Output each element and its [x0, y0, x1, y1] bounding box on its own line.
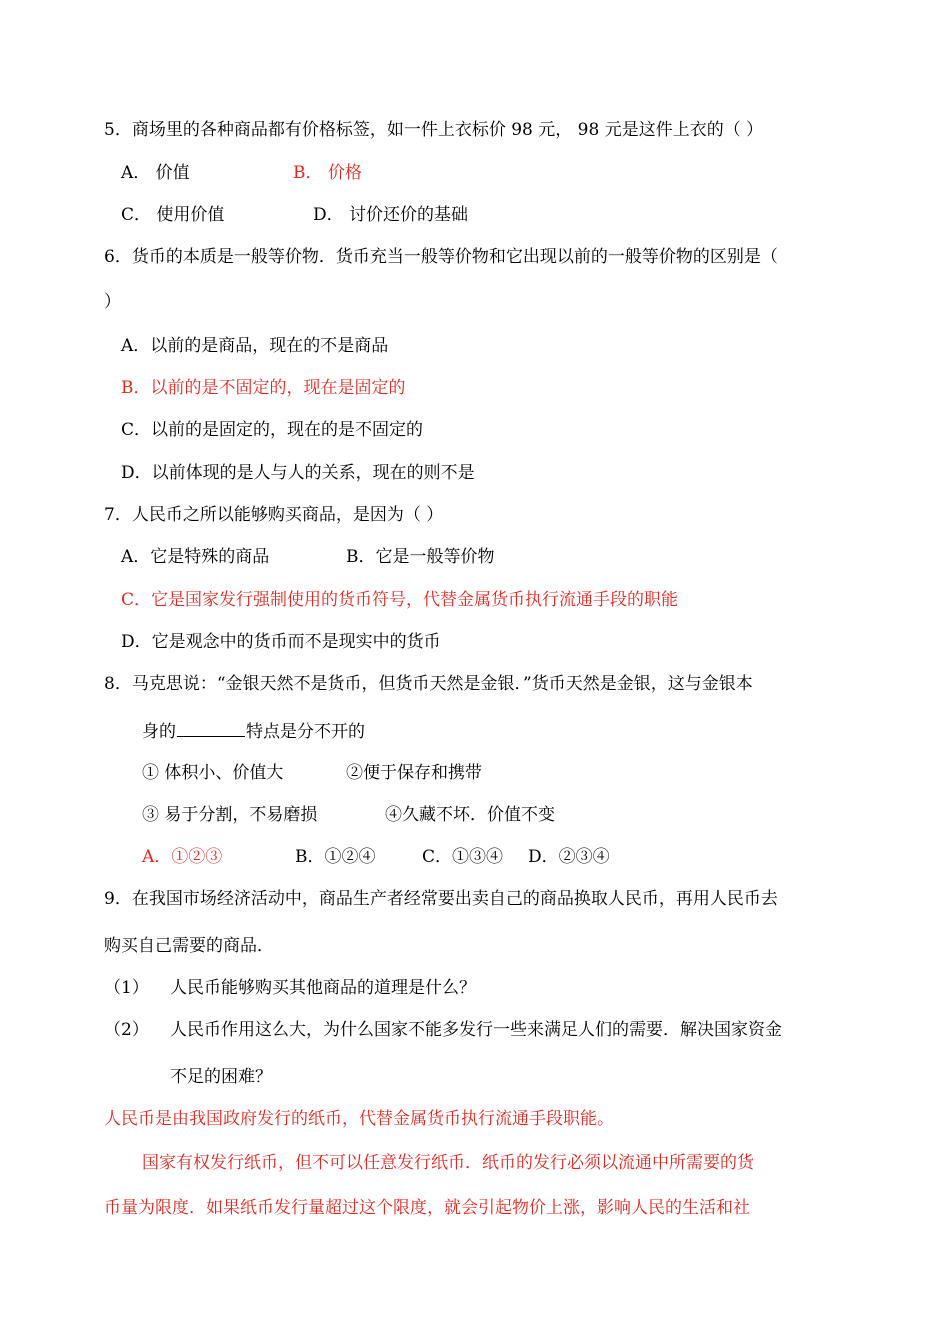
q9-stem-line2: 购买自己需要的商品．: [104, 936, 274, 956]
q8-option-d: D．②③④: [528, 847, 610, 867]
q8-choice-2: ②便于保存和携带: [346, 763, 482, 783]
q8-option-a-answer: A．①②③: [142, 847, 223, 867]
q8-option-c: C．①③④: [422, 847, 504, 867]
q9-sub2-text-line2: 不足的困难？: [170, 1067, 272, 1087]
q9-answer-1: 人民币是由我国政府发行的纸币，代替金属货币执行流通手段职能。: [104, 1109, 614, 1129]
q7-stem: 7．人民币之所以能够购买商品，是因为（ ）: [104, 505, 444, 525]
q7-option-d: D．它是观念中的货币而不是现实中的货币: [121, 632, 441, 652]
fill-in-blank: [177, 719, 245, 737]
q9-answer-2-line1: 国家有权发行纸币，但不可以任意发行纸币．纸币的发行必须以流通中所需要的货: [142, 1153, 754, 1173]
q7-option-b: B．它是一般等价物: [346, 547, 495, 567]
q5-option-d: D． 讨价还价的基础: [313, 205, 469, 225]
q8-stem-line2: [142, 719, 365, 744]
q6-stem-line1: 6．货币的本质是一般等价物．货币充当一般等价物和它出现以前的一般等价物的区别是（: [104, 247, 778, 267]
q8-choice-1: ① 体积小、价值大: [142, 763, 284, 783]
q5-option-b-answer: B． 价格: [293, 163, 362, 183]
q5-option-c: C． 使用价值: [121, 205, 225, 225]
q6-option-c: C．以前的是固定的，现在的是不固定的: [121, 420, 424, 440]
q9-sub1-text: 人民币能够购买其他商品的道理是什么？: [170, 978, 476, 998]
q8-stem-line1: 8．马克思说：“金银天然不是货币，但货币天然是金银．”货币天然是金银，这与金银本: [104, 674, 753, 694]
q8-option-b: B．①②④: [295, 847, 376, 867]
q6-option-a: A．以前的是商品，现在的不是商品: [121, 336, 389, 356]
q8-stem-prefix: 身的: [142, 722, 176, 742]
q8-choice-4: ④久藏不坏．价值不变: [385, 805, 555, 825]
q9-sub2-text-line1: 人民币作用这么大，为什么国家不能多发行一些来满足人们的需要．解决国家资金: [170, 1020, 782, 1040]
q6-stem-line2: ）: [104, 292, 121, 312]
q8-stem-suffix: 特点是分不开的: [246, 722, 365, 742]
q6-option-d: D．以前体现的是人与人的关系，现在的则不是: [121, 463, 475, 483]
q9-sub2-number: （2）: [104, 1020, 149, 1040]
q5-stem: 5．商场里的各种商品都有价格标签，如一件上衣标价 98 元， 98 元是这件上衣的（ ）: [104, 120, 764, 140]
q9-stem-line1: 9．在我国市场经济活动中，商品生产者经常要出卖自己的商品换取人民币，再用人民币去: [104, 889, 778, 909]
q8-choice-3: ③ 易于分割，不易磨损: [142, 805, 318, 825]
q9-answer-2-line2: 币量为限度．如果纸币发行量超过这个限度，就会引起物价上涨，影响人民的生活和社: [104, 1198, 750, 1218]
q7-option-a: A．它是特殊的商品: [121, 547, 270, 567]
q6-option-b-answer: B．以前的是不固定的，现在是固定的: [121, 378, 406, 398]
q5-option-a: A． 价值: [121, 163, 190, 183]
q9-sub1-number: （1）: [104, 978, 149, 998]
q7-option-c-answer: C．它是国家发行强制使用的货币符号，代替金属货币执行流通手段的职能: [121, 590, 679, 610]
